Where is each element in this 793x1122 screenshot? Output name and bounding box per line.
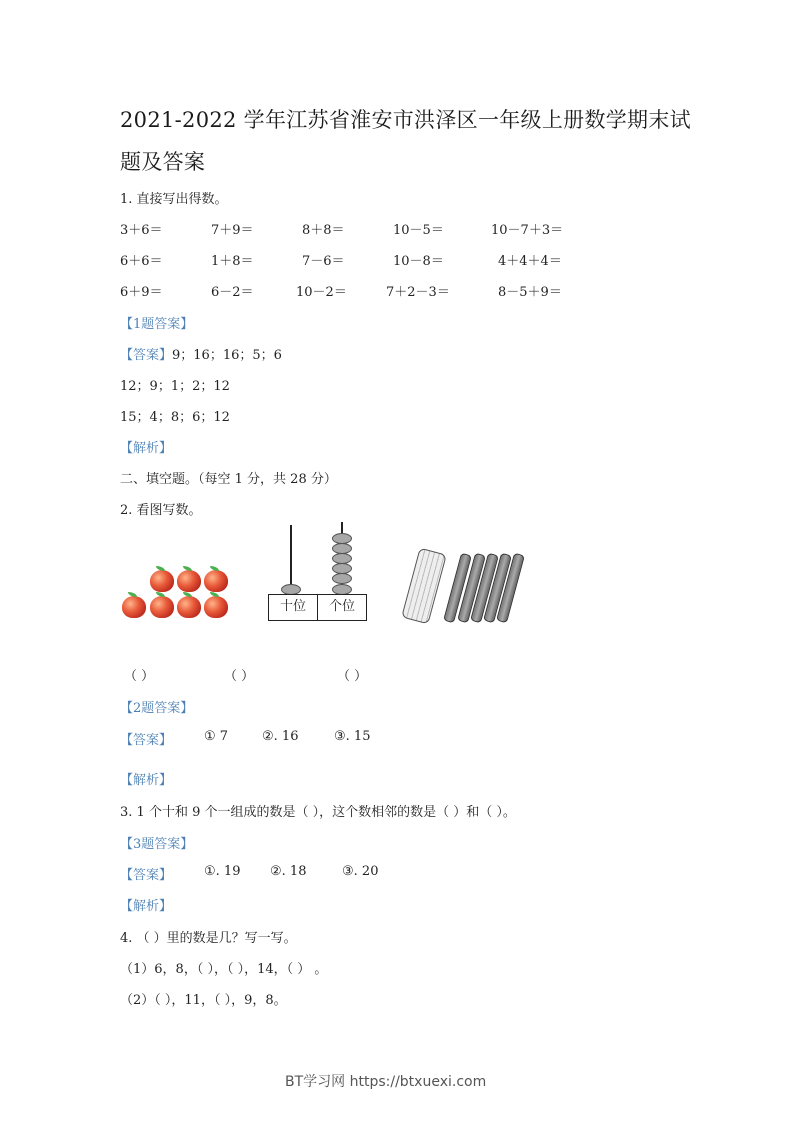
q2-analysis-label: 【解析】 — [120, 773, 173, 788]
problem: 7＋9＝ — [211, 223, 254, 238]
problem: 4＋4＋4＝ — [498, 254, 562, 269]
q2-answer-1: ① 7 — [204, 729, 229, 744]
apple-icon — [150, 570, 174, 592]
q2-blank-2[interactable]: （ ） — [224, 669, 255, 684]
problem: 1＋8＝ — [211, 254, 254, 269]
problem: 10－5＝ — [393, 223, 444, 238]
problem: 6＋6＝ — [120, 254, 163, 269]
q2-answer-3: ③. 15 — [334, 729, 371, 744]
problem: 10－7＋3＝ — [491, 223, 564, 238]
q1-analysis-label: 【解析】 — [120, 441, 173, 456]
q4-part2: （2）（ ），11，（ ），9，8。 — [120, 993, 287, 1008]
q2-blank-1[interactable]: （ ） — [124, 669, 155, 684]
q2-answer-header: 【2题答案】 — [120, 701, 194, 716]
q1-prompt: 1. 直接写出得数。 — [120, 192, 228, 207]
q3-answer-1: ①. 19 — [204, 864, 241, 879]
answer-label: 【答案】 — [120, 868, 173, 883]
apple-icon — [204, 570, 228, 592]
problem: 6＋9＝ — [120, 285, 163, 300]
apple-icon — [150, 596, 174, 618]
problem: 7＋2－3＝ — [386, 285, 450, 300]
document-title-line1: 2021-2022 学年江苏省淮安市洪泽区一年级上册数学期末试 — [120, 108, 691, 132]
problem: 10－2＝ — [296, 285, 347, 300]
problem: 10－8＝ — [393, 254, 444, 269]
document-title-line2: 题及答案 — [120, 150, 206, 174]
q3-answer-row — [120, 864, 172, 883]
q1-answer-line2: 12；9；1；2；12 — [120, 379, 230, 394]
problem: 7－6＝ — [302, 254, 345, 269]
stick-bundle-icon — [401, 548, 447, 625]
q3-analysis-label: 【解析】 — [120, 899, 173, 914]
ones-label: 个位 — [317, 595, 366, 620]
q1-answer-line3: 15；4；8；6；12 — [120, 410, 230, 425]
abacus-place-box — [268, 594, 367, 621]
q3-prompt: 3. 1 个十和 9 个一组成的数是（ ），这个数相邻的数是（ ）和（ ）。 — [120, 805, 516, 820]
apple-icon — [204, 596, 228, 618]
q1-answer-line1 — [120, 344, 282, 363]
footer-watermark[interactable]: BT学习网 https://btxuexi.com — [285, 1074, 487, 1090]
apple-icon — [122, 596, 146, 618]
q2-answer-row — [120, 729, 172, 748]
q4-prompt: 4. （ ）里的数是几？写一写。 — [120, 931, 297, 946]
bead-icon — [332, 573, 352, 584]
q1-answer-header: 【1题答案】 — [120, 317, 194, 332]
problem: 6－2＝ — [211, 285, 254, 300]
q2-blank-3[interactable]: （ ） — [337, 669, 368, 684]
section2-heading: 二、填空题。（每空 1 分，共 28 分） — [120, 472, 337, 487]
answer-values: 9；16；16；5；6 — [172, 348, 282, 363]
q3-answer-2: ②. 18 — [270, 864, 307, 879]
apple-icon — [177, 570, 201, 592]
tens-label: 十位 — [279, 599, 306, 614]
apple-icon — [177, 596, 201, 618]
q2-prompt: 2. 看图写数。 — [120, 503, 202, 518]
answer-label: 【答案】 — [120, 733, 173, 748]
answer-label: 【答案】 — [120, 348, 173, 363]
problem: 8＋8＝ — [302, 223, 345, 238]
problem: 8－5＋9＝ — [498, 285, 562, 300]
problem: 3＋6＝ — [120, 223, 163, 238]
q2-answer-2: ②. 16 — [262, 729, 299, 744]
q4-part1: （1）6，8，（ ），（ ），14，（ ） 。 — [120, 962, 328, 977]
q3-answer-header: 【3题答案】 — [120, 837, 194, 852]
q3-answer-3: ③. 20 — [342, 864, 379, 879]
